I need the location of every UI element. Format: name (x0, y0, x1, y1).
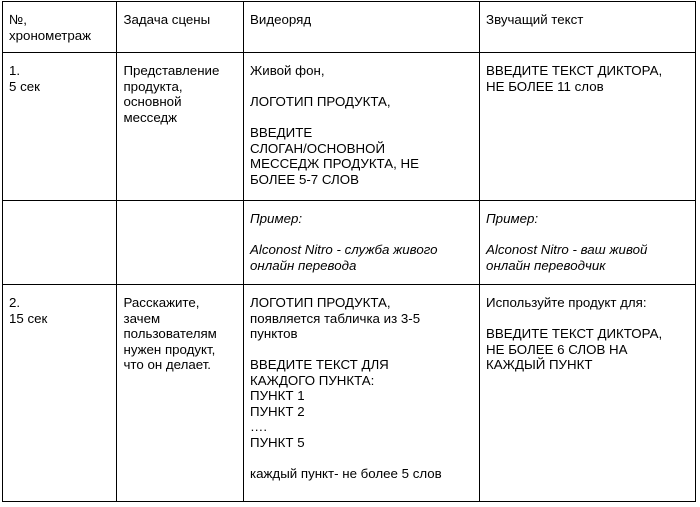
example-label: Пример: (250, 211, 303, 226)
table-row-scene-1 (3, 53, 696, 201)
video-line: МЕССЕДЖ ПРОДУКТА, НЕ (250, 156, 419, 171)
scene-timing: 5 сек (9, 78, 40, 94)
video-line: ПУНКТ 2 (250, 403, 305, 419)
task-line: месседж (123, 109, 178, 125)
video-line: СЛОГАН/ОСНОВНОЙ (250, 140, 385, 156)
video-line: ПУНКТ 1 (250, 388, 305, 403)
task-line: Представление (123, 63, 220, 78)
header-number: №, (9, 12, 27, 27)
cell-voice-example (480, 201, 696, 285)
header-number-timing (3, 2, 117, 53)
video-line: каждый пункт- не более 5 слов (250, 465, 442, 481)
video-line: ПУНКТ 5 (250, 434, 305, 450)
scene-timing: 15 сек (9, 310, 48, 326)
spacer (486, 227, 689, 243)
voice-line: НЕ БОЛЕЕ 11 слов (486, 78, 604, 94)
cell-number-timing (3, 285, 117, 502)
cell-empty (117, 201, 244, 285)
video-line: ВВЕДИТЕ ТЕКСТ ДЛЯ (250, 357, 389, 372)
task-line: что он делает. (123, 357, 212, 372)
table-row-scene-2 (3, 285, 696, 502)
spacer (250, 227, 473, 243)
video-line: ВВЕДИТЕ (250, 125, 313, 140)
example-line: Alconost Nitro - служба живого (250, 242, 438, 257)
spacer (250, 79, 473, 95)
table-row-example (3, 201, 696, 285)
cell-number-timing (3, 53, 117, 201)
task-line: зачем (123, 310, 161, 326)
voice-line: КАЖДЫЙ ПУНКТ (486, 357, 593, 372)
scene-script-table (2, 1, 696, 502)
cell-empty (3, 201, 117, 285)
task-line: продукта, (123, 78, 183, 94)
voice-line: Используйте продукт для: (486, 295, 647, 310)
spacer (250, 450, 473, 466)
header-timing: хронометраж (9, 27, 92, 43)
header-scene-task: Задача сцены (117, 2, 244, 53)
video-line: КАЖДОГО ПУНКТА: (250, 372, 375, 388)
scene-number: 1. (9, 63, 21, 78)
video-line: пунктов (250, 326, 298, 341)
cell-video (244, 53, 480, 201)
task-line: основной (123, 94, 182, 109)
cell-scene-task (117, 285, 244, 502)
header-row (3, 2, 696, 53)
spacer (250, 342, 473, 358)
video-line: ЛОГОТИП ПРОДУКТА, (250, 94, 391, 109)
cell-voice-text (480, 285, 696, 502)
video-line: ЛОГОТИП ПРОДУКТА, (250, 295, 391, 310)
cell-scene-task (117, 53, 244, 201)
voice-line: ВВЕДИТЕ ТЕКСТ ДИКТОРА, (486, 326, 663, 341)
spacer (486, 311, 689, 327)
video-line: Живой фон, (250, 63, 325, 78)
cell-voice-text (480, 53, 696, 201)
cell-video (244, 285, 480, 502)
voice-line: ВВЕДИТЕ ТЕКСТ ДИКТОРА, (486, 63, 663, 78)
example-line: онлайн переводчик (486, 257, 606, 273)
task-line: пользователям (123, 326, 217, 341)
task-line: нужен продукт, (123, 341, 216, 357)
video-line: БОЛЕЕ 5-7 СЛОВ (250, 171, 359, 187)
cell-video-example (244, 201, 480, 285)
example-line: Alconost Nitro - ваш живой (486, 242, 648, 257)
spacer (250, 110, 473, 126)
task-line: Расскажите, (123, 295, 200, 310)
example-line: онлайн перевода (250, 257, 357, 273)
header-video: Видеоряд (244, 2, 480, 53)
example-label: Пример: (486, 211, 539, 226)
scene-number: 2. (9, 295, 21, 310)
video-line: …. (250, 419, 268, 434)
video-line: появляется табличка из 3-5 (250, 310, 421, 326)
voice-line: НЕ БОЛЕЕ 6 СЛОВ НА (486, 341, 628, 357)
header-voice-text: Звучащий текст (480, 2, 696, 53)
